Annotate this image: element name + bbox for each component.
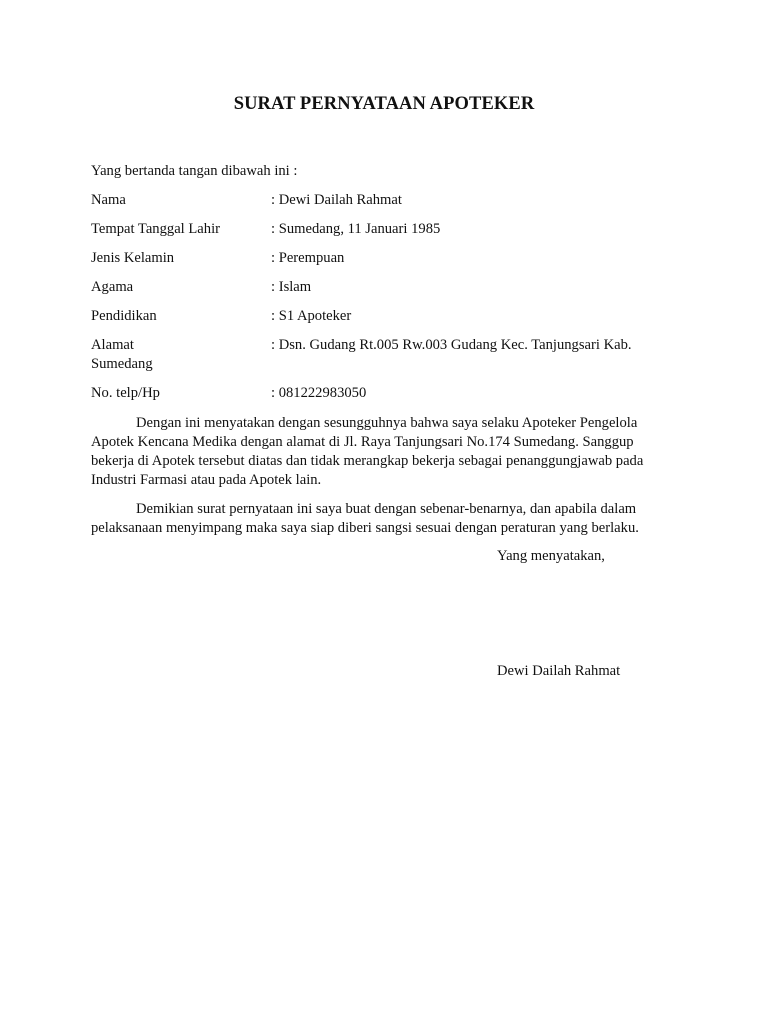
field-value-alamat: : Dsn. Gudang Rt.005 Rw.003 Gudang Kec. Tanjungsari Kab. xyxy=(271,337,632,353)
field-value-alamat-continuation: Sumedang xyxy=(91,356,153,372)
intro-text: Yang bertanda tangan dibawah ini : xyxy=(91,163,298,179)
statement-paragraph: Dengan ini menyatakan dengan sesungguhnya bahwa saya selaku Apoteker Pengelola Apotek Kencana Medika dengan alamat di Jl. Raya Tanjungsari No.174 Sumedang. Sanggup bekerja di Apotek tersebut diatas dan tidak merangkap bekerja sebagai penanggungjawab pada Industri Farmasi atau pada Apotek lain. xyxy=(91,415,644,488)
closing-phrase: Yang menyatakan, xyxy=(497,548,605,564)
field-label-pendidikan: Pendidikan xyxy=(91,308,157,324)
field-value-pendidikan: : S1 Apoteker xyxy=(271,308,352,324)
signatory-name: Dewi Dailah Rahmat xyxy=(497,663,621,679)
field-value-jenis-kelamin: : Perempuan xyxy=(271,250,345,266)
field-label-alamat: Alamat xyxy=(91,337,134,353)
field-value-telp: : 081222983050 xyxy=(271,385,367,401)
field-label-jenis-kelamin: Jenis Kelamin xyxy=(91,250,175,266)
document-title: SURAT PERNYATAAN APOTEKER xyxy=(233,94,535,114)
field-label-telp: No. telp/Hp xyxy=(91,385,160,401)
closing-paragraph: Demikian surat pernyataan ini saya buat dengan sebenar-benarnya, dan apabila dalam pelaksanaan menyimpang maka saya siap diberi sangsi sesuai dengan peraturan yang berlaku. xyxy=(91,501,639,536)
field-value-nama: : Dewi Dailah Rahmat xyxy=(271,192,402,208)
field-value-ttl: : Sumedang, 11 Januari 1985 xyxy=(271,221,441,237)
field-value-agama: : Islam xyxy=(271,279,312,295)
field-label-nama: Nama xyxy=(91,192,126,208)
field-label-ttl: Tempat Tanggal Lahir xyxy=(91,221,220,237)
field-label-agama: Agama xyxy=(91,279,134,295)
